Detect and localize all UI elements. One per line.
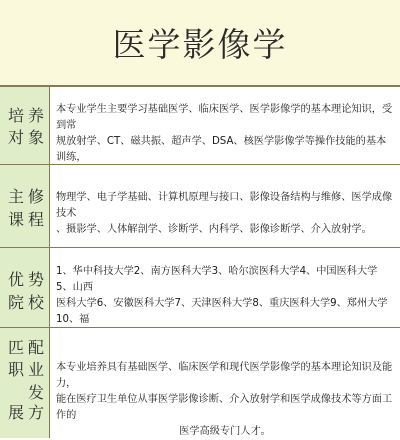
text-line: 医科大学6、安徽医科大学7、天津医科大学8、重庆医科大学9、郑州大学10、福 (56, 298, 388, 325)
row-content-training-target (50, 87, 400, 164)
text-line: 本专业培养具有基础医学、临床医学和现代医学影像学的基本理论知识及能力， (56, 362, 393, 389)
row-content-career-direction (50, 328, 400, 438)
info-row-career-direction (0, 328, 400, 438)
text-line: 能在医疗卫生单位从事医学影像诊断、介入放射学和医学成像技术等方面工作的 (56, 394, 393, 421)
label-char: 程 (27, 210, 44, 229)
label-char: 主 (7, 187, 24, 206)
label-char: 修 (27, 187, 44, 206)
row-label-top-schools (0, 248, 50, 327)
row-label-career-direction (0, 328, 50, 438)
info-row-top-schools (0, 248, 400, 328)
text-line: 本专业学生主要学习基础医学、临床医学、医学影像学的基本理论知识，受到常 (56, 104, 393, 131)
label-char: 匹 (7, 338, 24, 357)
label-char: 课 (7, 210, 24, 229)
label-char: 院 (7, 293, 24, 312)
label-char: 业 (27, 360, 44, 379)
row-label-training-target (0, 87, 50, 164)
label-char: 势 (27, 270, 44, 289)
row-content-top-schools (50, 248, 400, 327)
row-content-main-courses (50, 165, 400, 247)
label-char: 优 (7, 270, 24, 289)
text-line: 物理学、电子学基础、计算机原理与接口、影像设备结构与维修、医学成像技术 (56, 192, 393, 219)
label-char: 发 (27, 383, 44, 402)
label-char: 象 (27, 128, 44, 147)
info-row-training-target (0, 87, 400, 165)
label-char: 校 (27, 293, 44, 312)
title-banner (0, 0, 400, 87)
page-title: 医学影像学 (112, 25, 288, 64)
text-line: 1、华中科技大学2、南方医科大学3、哈尔滨医科大学4、中国医科大学5、山西 (56, 266, 378, 293)
label-char: 对 (7, 128, 24, 147)
label-char: 方 (27, 403, 44, 422)
row-label-main-courses (0, 165, 50, 247)
text-line: 、摄影学、人体解剖学、诊断学、内科学、影像诊断学、介入放射学。 (56, 224, 372, 235)
text-line: 规放射学、CT、磁共振、超声学、DSA、核医学影像学等操作技能的基本训练， (56, 136, 387, 163)
info-row-main-courses (0, 165, 400, 248)
label-char: 展 (7, 403, 24, 422)
label-char: 配 (27, 338, 44, 357)
label-char: 职 (7, 360, 24, 379)
label-char: 培 (7, 106, 24, 125)
text-line: 医学高级专门人才。 (179, 426, 271, 437)
label-char: 养 (27, 106, 44, 125)
